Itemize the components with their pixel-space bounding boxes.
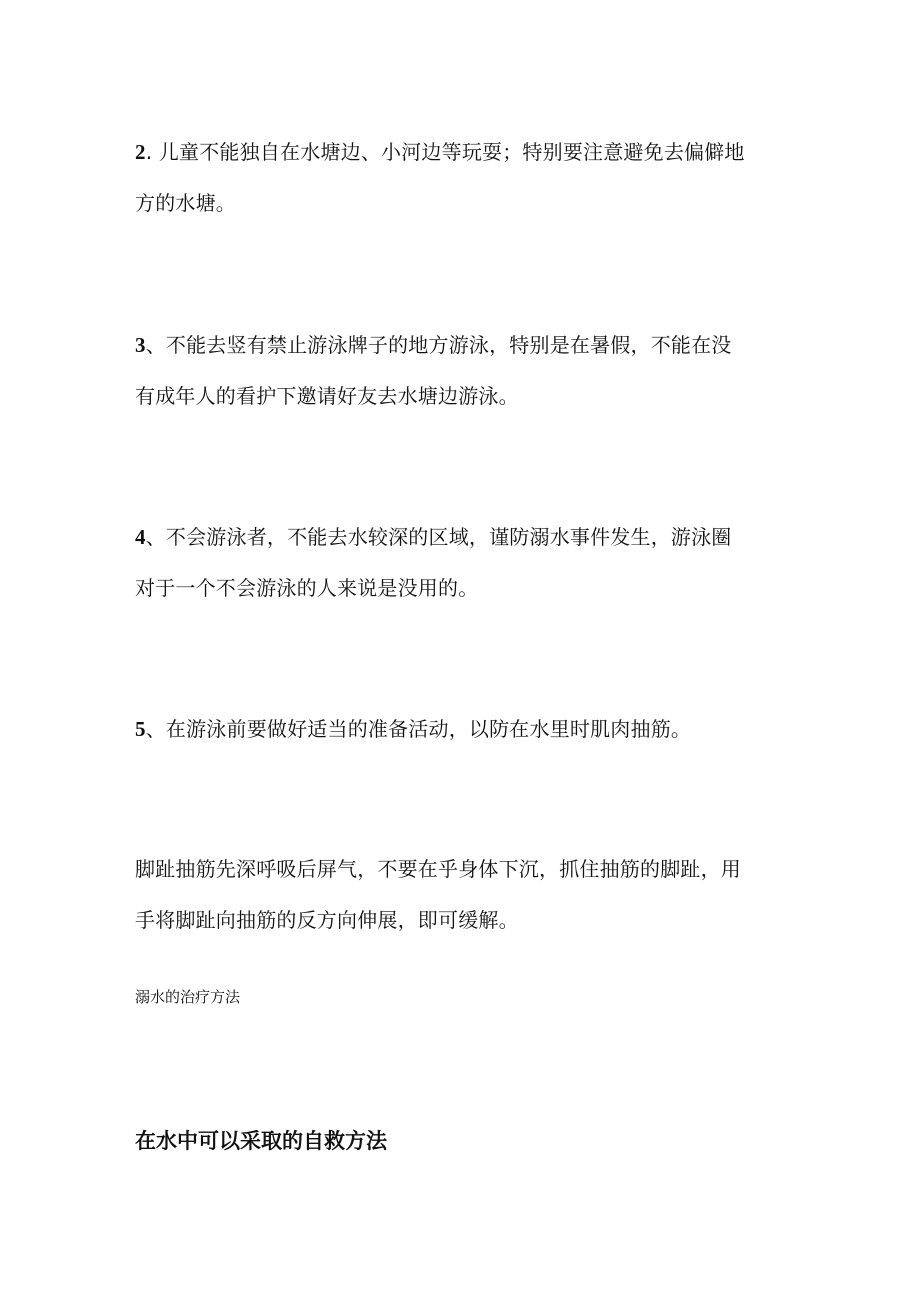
item-text: 不能去竖有禁止游泳牌子的地方游泳，特别是在暑假，不能在没 <box>165 333 732 357</box>
list-item-3 <box>135 320 785 422</box>
list-item-5 <box>135 704 785 755</box>
list-item-line <box>135 320 785 371</box>
item-text: 在游泳前要做好适当的准备活动，以防在水里时肌肉抽筋。 <box>165 717 692 741</box>
item-number: 2 <box>135 140 146 164</box>
list-item-line <box>135 127 785 178</box>
cramp-tip-paragraph <box>135 844 785 946</box>
list-item-line: 方的水塘。 <box>135 191 236 215</box>
section-label: 溺水的治疗方法 <box>135 988 241 1006</box>
item-number: 4 <box>135 525 146 549</box>
item-text: 儿童不能独自在水塘边、小河边等玩耍；特别要注意避免去偏僻地 <box>158 140 745 164</box>
paragraph-line: 手将脚趾向抽筋的反方向伸展，即可缓解。 <box>135 908 519 932</box>
item-number: 3 <box>135 333 146 357</box>
list-item-line: 对于一个不会游泳的人来说是没用的。 <box>135 576 479 600</box>
section-heading: 在水中可以采取的自救方法 <box>135 1129 387 1153</box>
item-number: 5 <box>135 717 146 741</box>
item-separator: 、 <box>145 717 166 741</box>
list-item-line <box>135 512 785 563</box>
list-item-2 <box>135 127 785 229</box>
item-separator: 、 <box>145 333 166 357</box>
list-item-4 <box>135 512 785 614</box>
list-item-line: 有成年人的看护下邀请好友去水塘边游泳。 <box>135 384 519 408</box>
item-text: 不会游泳者，不能去水较深的区域，谨防溺水事件发生，游泳圈 <box>165 525 732 549</box>
item-separator: . <box>145 140 159 164</box>
item-separator: 、 <box>145 525 166 549</box>
list-item-line <box>135 704 785 755</box>
paragraph-line: 脚趾抽筋先深呼吸后屏气，不要在乎身体下沉，抓住抽筋的脚趾，用 <box>135 857 741 881</box>
